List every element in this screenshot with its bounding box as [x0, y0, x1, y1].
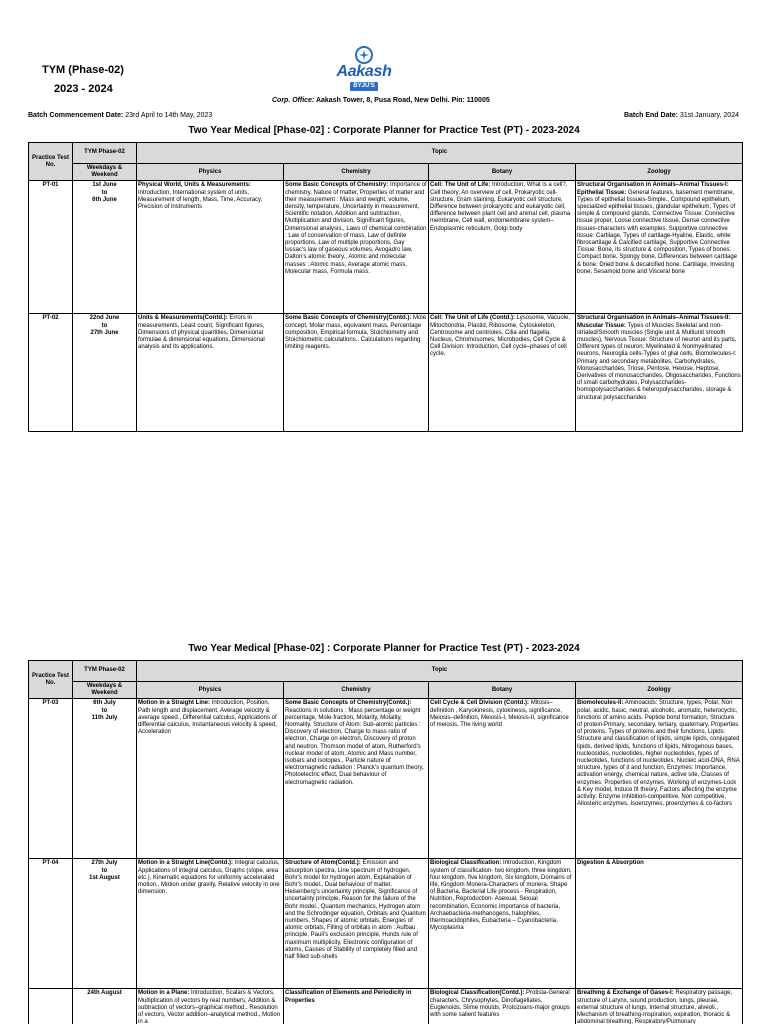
- zoology-topic: Digestion & Absorption: [577, 860, 644, 867]
- pt-dates: [73, 859, 137, 989]
- batch-end: [624, 112, 739, 119]
- physics-cell: [137, 989, 284, 1024]
- zoology-details: Aminoacids: Structure, types, Polar, Non polar, acidic, basic, neutral, alcoholic, aromatic, heterocyclic, functions of amino acids. Peptide bond formation, Structure of protein-Primary, secondary, tertiary, quaternary, Properties of proteins. Types of proteins and their functions, Lipids: Structure and classification of lipids, simple lipids, conjugated lipids, derived lipids, functions of lipids, Nitrogenous bases, nucleosides, nucleotides, higher nucleotides, types of nucleotides, functions of nucleotides, Nucleic acid-DNA, RNA structure, types of it and function, Enzymes: Importance, activation energy, chemical nature, active site, Classes of enzymes: Properties of enzymes, Working of enzymes-Lock & Key model, Induce fit theory, Factors affecting the enzyme activity: Enzyme inhibition-competitive, Non competitive, Allosteric enzymes, Isoenzymes, proenzymes & co-factors: [577, 700, 740, 808]
- date-start: 22nd June: [89, 315, 120, 322]
- zoology-topic: Structural Organisation in Animals–Animal Tissues-II: Muscular Tissue:: [577, 315, 731, 329]
- chemistry-details: Reactions in solutions : Mass percentage or weight percentage, Mole-fraction, Molarity, Molality, Normality, Structure of Atom: Sub-atomic particles : Discovery of electron, Charge to mass ratio of electron, Charge on electron, Discovery of proton and neutron. Thomson model of atom, Rutherford's nuclear model of atom, Atomic and Mass number, Isobars and isotopes., Particle nature of electromagnetic radiation : Planck's quantum theory, Photoelectric effect, Dual behaviour of electromagnetic radiation.: [285, 707, 424, 786]
- chemistry-topic: Some Basic Concepts of Chemistry:: [285, 182, 389, 189]
- physics-details: Introduction, Scalars & Vectors, Multiplication of vectors by real numbers, Addition & subtraction of vectors–graphical method., Resolution of vectors, Vector addition–analytical method., Motion in a: [138, 990, 281, 1024]
- table-row: [29, 699, 743, 859]
- botany-cell: [429, 314, 576, 432]
- zoology-details: General features, basement membrane, Types of epithelial tissues-Simple., Compound epithelium, specialized epithelial tissues, glandular epithelium, Types of simple & compound glands, Connective Tissue: Connective tissue proper, Loose connective tissue, Dense connective tissues-characters with examples. Supportive connective tissue: Cartilage, Types of cartilage-Hyaline, Elastic, white fibrocartilage & Calcified cartilage, Supportive Connective Tissue: Bone, its structure & composition, Types of bones: Compact bone, Spongy bone, Differences between cartilage & bone: Dried bone & decalcified bone. Cartilage, Investing bone, Sesamoid bone and Visceral bone: [577, 189, 737, 275]
- botany-cell: [429, 181, 576, 314]
- zoology-details: Respiratory passage, structure of Larynx, sound production, lungs, pleurae, external structure of lungs, Internal structure, alveoli., Mechanism of breathing-Inspiration, expiration, thoracic & abdominal breathing, Respiratory/Pulmonary: [577, 990, 733, 1024]
- pt-number: PT-04: [29, 859, 73, 989]
- date-to: to: [101, 867, 108, 874]
- botany-topic: Biological Classification(Contd.):: [430, 990, 525, 997]
- date-start: 24th August: [87, 990, 122, 997]
- header-pt-no: Practice Test No.: [29, 143, 73, 181]
- botany-topic: Cell Cycle & Cell Division (Contd.):: [430, 700, 530, 707]
- header-topic: Topic: [137, 143, 743, 164]
- date-to: to: [101, 707, 108, 714]
- physics-cell: [137, 699, 284, 859]
- zoology-details: Types of Muscles Skeletal and non-striated/Smooth muscles (Single unit & Multiunit smooth muscles), Nervous Tissue: Structure of neuron and its parts, Different types of neuron; Myelinated & Nonmyelinated neurons, Neuroglia cells-Types of glial cells, Biomolecules-I: Primary and secondary metabolites, Carbohydrates, Monosaccharides, Triose, Pentose, Hexose, Heptose, Derivatives of monosaccharides, Oligosaccharides, Functions of small carbohydrates, Polysaccharides-homopolysaccharides & heteropolysaccharides, storage & structural polysaccharides: [577, 322, 741, 401]
- planner-title-2: Two Year Medical [Phase-02] : Corporate Planner for Practice Test (PT) - 2023-2024: [188, 643, 580, 654]
- chemistry-topic: Some Basic Concepts of Chemistry(Contd.):: [285, 315, 412, 322]
- pt-dates: [73, 699, 137, 859]
- botany-details: Mitosis–definition , Karyokinesis, cytokinesis, significance, Meiosis–definition, Meiosis-I, Meiosis-II, significance of meiosis, The living world: [430, 700, 569, 729]
- physics-cell: [137, 859, 284, 989]
- aakash-logo: [332, 46, 396, 94]
- physics-topic: Units & Measurements(Contd.):: [138, 315, 228, 322]
- batch-end-label: Batch End Date:: [623, 112, 679, 119]
- date-start: 6th July: [93, 700, 116, 707]
- logo-emblem-icon: [355, 46, 373, 64]
- botany-cell: [429, 859, 576, 989]
- zoology-cell: [576, 699, 743, 859]
- planner-table-2: [28, 660, 743, 1024]
- physics-details: Introduction, Position, Path length and displacement, Average velocity & average speed., Differential calculus, Applications of differential calculus, Instantaneous velocity & speed, Acceleration: [138, 700, 277, 736]
- botany-cell: [429, 699, 576, 859]
- batch-commencement: [28, 112, 212, 119]
- table-row: [29, 859, 743, 989]
- tym-title: TYM (Phase-02): [42, 64, 124, 76]
- pt-dates: [73, 181, 137, 314]
- header-zoology: Zoology: [576, 164, 743, 181]
- physics-cell: [137, 181, 284, 314]
- header-pt-no: Practice Test No.: [29, 661, 73, 699]
- zoology-cell: [576, 859, 743, 989]
- physics-details: Integral calculus, Applications of integral calculus, Graphs (slope, area etc.), Kinematic equations for uniformly accelerated motion., Motion under gravity, Relative velocity in one dimension.: [138, 860, 280, 896]
- pt-number: PT-01: [29, 181, 73, 314]
- botany-details: Lysosome, Vacuole, Mitochondria, Plastid, Ribosome, Cytoskeleton, Centrosome and centrioles, Cilia and flagella, Nucleus, Chromosomes, Microbodies, Cell Cycle & Cell Division: Introduction, Cell cycle–phases of cell cycle,: [430, 315, 571, 358]
- physics-topic: Motion in a Straight Line(Contd.):: [138, 860, 233, 867]
- header-physics: Physics: [137, 682, 284, 699]
- pt-number: [29, 989, 73, 1024]
- zoology-topic: Biomolecules-II:: [577, 700, 624, 707]
- pt-dates: [73, 989, 137, 1024]
- pt-number: PT-02: [29, 314, 73, 432]
- batch-start-label: Batch Commencement Date:: [28, 112, 124, 119]
- batch-start-value: 23rd April to 14th May, 2023: [125, 112, 213, 119]
- pt-dates: [73, 314, 137, 432]
- date-end: 27th June: [90, 329, 119, 336]
- page-header: [0, 0, 768, 122]
- academic-year: 2023 - 2024: [54, 83, 113, 95]
- header-tym: TYM Phase-02: [73, 661, 137, 682]
- header-topic: Topic: [137, 661, 743, 682]
- header-tym: TYM Phase-02: [73, 143, 137, 164]
- chemistry-cell: [284, 181, 429, 314]
- table-row: [29, 314, 743, 432]
- chemistry-cell: [284, 859, 429, 989]
- header-botany: Botany: [429, 164, 576, 181]
- chemistry-cell: [284, 989, 429, 1024]
- physics-topic: Motion in a Straight Line:: [138, 700, 210, 707]
- zoology-topic: Structural Organisation in Animals–Animal Tissues-I: Epithelial Tissue:: [577, 182, 729, 196]
- physics-details: Introduction, International system of units, Measurement of length, Mass, Time, Accuracy, Precision of instruments: [138, 189, 263, 211]
- date-start: 1st June: [92, 182, 117, 189]
- chemistry-topic: Classification of Elements and Periodicity in Properties: [285, 990, 412, 1004]
- zoology-cell: [576, 989, 743, 1024]
- header-physics: Physics: [137, 164, 284, 181]
- logo-sub-badge: BYJU'S: [350, 82, 378, 91]
- corporate-office-line: [272, 97, 490, 104]
- physics-details: Errors in measurements, Least count, Significant figures, Dimensions of physical quantities, Dimensional formulae & dimensional equations, Dimensional analysis and its applications.: [138, 315, 265, 351]
- botany-details: Introduction, What is a cell?, Cell theory, An overview of cell, Prokaryotic cell-structure, Gram staining, Eukaryotic cell structure, Difference between prokaryotic and eukaryotic cell, difference between plant cell and animal cell, plasma membrane, Cell wall, endomembrane system– Endoplasmic reticulum, Golgi body: [430, 182, 571, 232]
- botany-topic: Cell: The Unit of Life (Contd.):: [430, 315, 515, 322]
- date-end: 1st August: [89, 874, 120, 881]
- planner-table-1: [28, 142, 743, 432]
- logo-wordmark: Aakash: [336, 63, 392, 80]
- chemistry-topic: Some Basic Concepts of Chemistry(Contd.):: [285, 700, 412, 707]
- botany-topic: Biological Classification:: [430, 860, 502, 867]
- header-zoology: Zoology: [576, 682, 743, 699]
- header-chemistry: Chemistry: [284, 682, 429, 699]
- table-row: [29, 989, 743, 1024]
- chemistry-details: Mole concept, Molar mass, equivalent mass, Percentage composition, Empirical formula, Stoichiometry and Stoichiometric calculations., Calculations regarding limiting reagents.: [285, 315, 427, 351]
- date-to: to: [101, 322, 108, 329]
- date-end: 6th June: [92, 196, 117, 203]
- botany-details: Protista-General characters, Chrysophytes, Dinoflagellates, Euglenoids, Slime moulds, Protozoans-major groups with some salient features: [430, 990, 570, 1019]
- physics-topic: Motion in a Plane:: [138, 990, 190, 997]
- header-weekdays: Weekdays & Weekend: [73, 164, 137, 181]
- date-end: 11th July: [91, 714, 118, 721]
- physics-cell: [137, 314, 284, 432]
- corp-office-address: Aakash Tower, 8, Pusa Road, New Delhi. Pin: 110005: [315, 97, 490, 104]
- chemistry-details: Importance of chemistry, Nature of matter, Properties of matter and their measurement : Mass and weight, volume, density, temperature, Uncertainty in measurement, Scientific notation, Addition and subtraction, Multiplication and division, Significant figures, Dimensional analysis., Laws of chemical combination : Law of conservation of mass, Law of definite proportions, Law of multiple proportions, Gay lussac's law of gaseous volumes, Avogadro law, Dalton's atomic theory., Atomic and molecular masses : Atomic mass, Average atomic mass, Molecular mass, Formula mass.: [285, 182, 427, 275]
- chemistry-cell: [284, 314, 429, 432]
- zoology-cell: [576, 314, 743, 432]
- table-row: [29, 181, 743, 314]
- botany-topic: Cell: The Unit of Life:: [430, 182, 491, 189]
- chemistry-details: Emission and absorption spectra, Line spectrum of hydrogen, Bohr's model for hydrogen atom, Explanation of Bohr's model., Dual behaviour of matter, Heisenberg's uncertainty principle, Significance of uncertainty principle, Reason for the failure of the Bohr model., Quantum mechanics, Hydrogen atom and the Schrodinger equation, Orbitals and Quantum numbers, Shapes of atomic orbitals, Energies of atomic orbitals, Filling of orbitals in atom : Aufbau principle, Pauli's exclusion principle, Hunds rule of maximum multiplicity, Electronic configuration of atoms, Causes of Stability of completely filled and half filled sub-shells: [285, 860, 426, 961]
- planner-title-1: Two Year Medical [Phase-02] : Corporate Planner for Practice Test (PT) - 2023-2024: [188, 125, 580, 136]
- botany-cell: [429, 989, 576, 1024]
- zoology-cell: [576, 181, 743, 314]
- date-to: to: [101, 189, 108, 196]
- header-botany: Botany: [429, 682, 576, 699]
- corp-office-label: Corp. Office:: [272, 97, 315, 104]
- date-start: 27th July: [91, 860, 118, 867]
- pt-number: PT-03: [29, 699, 73, 859]
- botany-details: Introduction, Kingdom system of classification- two kingdom, three kingdom, four kingdom, five kingdom, Six kingdom, Domains of life, Kingdom Monera-Characters of monera, Shape of Bacteria, Bacterial Life process - Respiration, Nutrition, Reproduction- Asexual, Sexual recombination, Economic importance of bacteria, Archaebacteria-methanogens, halophiles, thermoacidophiles, Eubacteria – Cyanobacteria, Mycoplasma: [430, 860, 572, 932]
- header-weekdays: Weekdays & Weekend: [73, 682, 137, 699]
- physics-topic: Physical World, Units & Measurements:: [138, 182, 251, 189]
- zoology-topic: Breathing & Exchange of Gases-I:: [577, 990, 674, 997]
- chemistry-cell: [284, 699, 429, 859]
- header-chemistry: Chemistry: [284, 164, 429, 181]
- chemistry-topic: Structure of Atom(Contd.):: [285, 860, 361, 867]
- batch-end-value: 31st January, 2024: [679, 112, 739, 119]
